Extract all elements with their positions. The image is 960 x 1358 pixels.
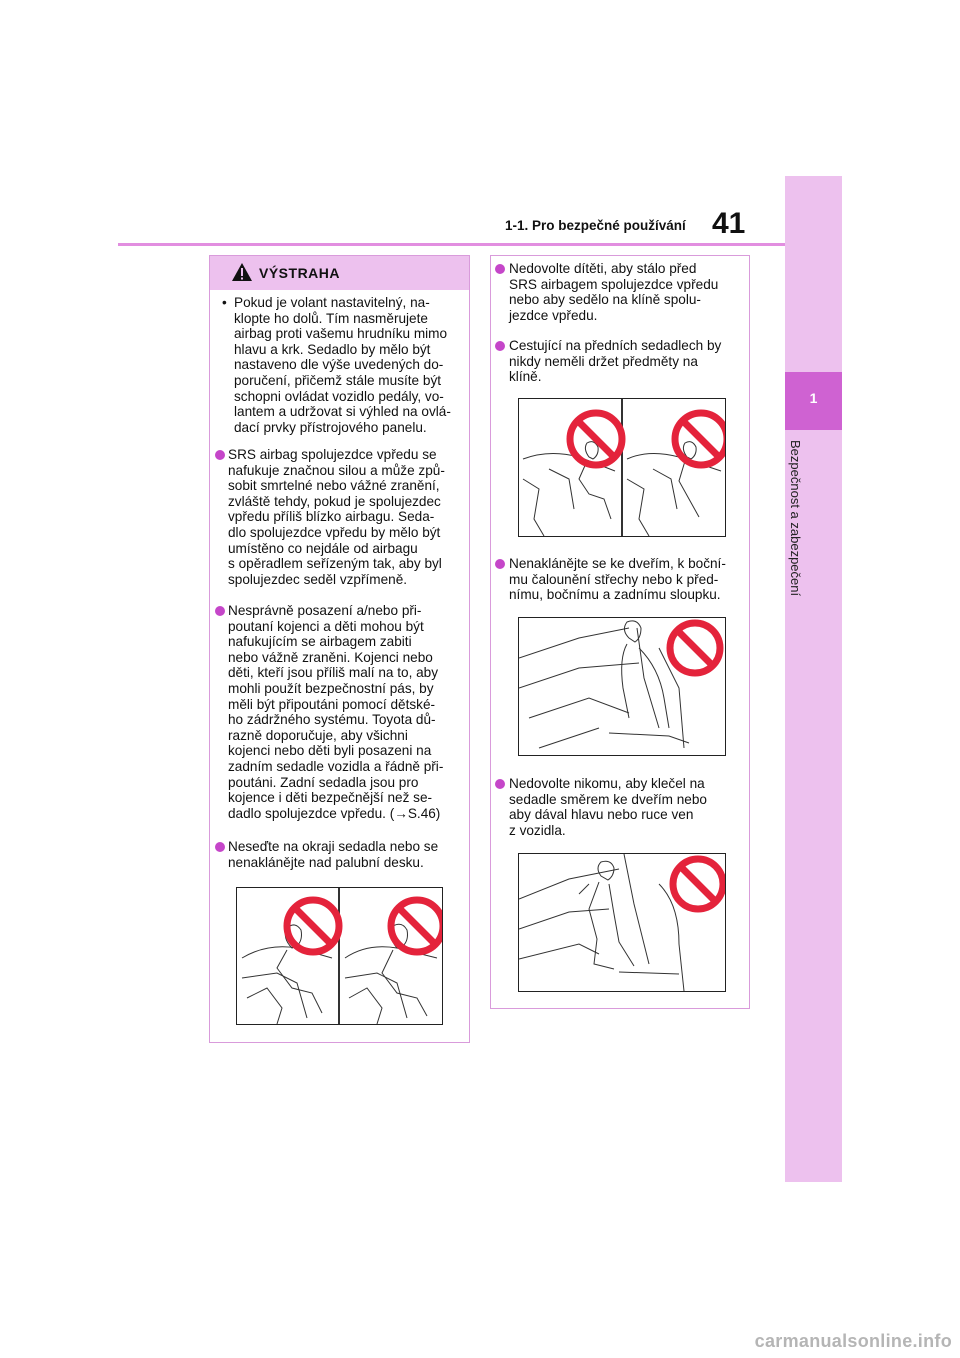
illustration-dashboard-lean [236, 887, 443, 1025]
prohibition-sign-icon [391, 900, 442, 952]
illustration-drawing [519, 854, 725, 991]
illustration-kneeling-seat [518, 853, 726, 992]
prohibition-sign-icon [673, 859, 723, 909]
warning-triangle-icon [231, 262, 253, 282]
bullet-dot [495, 264, 505, 274]
right-item-3: Nenaklánějte se ke dveřím, k boční- mu čalounění střechy nebo k před- nímu, bočnímu a zadnímu sloupku. [509, 556, 726, 603]
warning-item-2: Nesprávně posazení a/nebo při- poutaní kojenci a děti mohou být nafukujícím se airbagem zabiti nebo vážně zraněni. Kojenci nebo děti, kteří jsou příliš malí na to, aby mohli použít bezpečnostní pás, by měli být připoutáni pomocí dětské- ho zádržného systému. Toyota dů- razně doporučuje, aby všichni kojenci nebo děti byli posazeni na zadním sedadle vozidla a řádně při- poutáni. Zadní sedadla jsou pro kojence i děti bezpečnější než se- dadlo spolujezdce vpředu. (→S.46) [228, 603, 444, 821]
intro-bullet: • [222, 295, 227, 310]
illustration-drawing [237, 888, 442, 1024]
warning-title: VÝSTRAHA [259, 265, 341, 281]
right-column-box [490, 255, 750, 1009]
prohibition-sign-icon [287, 900, 339, 952]
bullet-dot [495, 559, 505, 569]
warning-item-1: SRS airbag spolujezdce vpředu se nafukuje značnou silou a může způ- sobit smrtelné nebo vážné zranění, zvláště tehdy, pokud je spolujezdec vpředu příliš blízko airbagu. Seda- dlo spolujezdce vpředu by mělo být umístěno co nejdále od airbagu s opěradlem seřízeným tak, aby byl spolujezdec seděl vzpřímeně. [228, 447, 445, 587]
bullet-dot [215, 842, 225, 852]
page-number: 41 [712, 207, 746, 240]
illustration-child-airbag [518, 398, 726, 537]
side-tab [785, 176, 842, 1182]
prohibition-sign-icon [570, 413, 622, 465]
chapter-number: 1 [809, 390, 818, 406]
right-item-2: Cestující na předních sedadlech by nikdy neměli držet předměty na klíně. [509, 338, 722, 385]
right-item-4: Nedovolte nikomu, aby klečel na sedadle směrem ke dveřím nebo aby dával hlavu nebo ruce ven z vozidla. [509, 776, 707, 838]
right-item-1: Nedovolte dítěti, aby stálo před SRS airbagem spolujezdce vpředu nebo aby sedělo na klíně spolu- jezdce vpředu. [509, 261, 719, 323]
illustration-leaning-door [518, 617, 726, 756]
bullet-dot [215, 450, 225, 460]
header-rule [118, 243, 785, 246]
watermark: carmanualsonline.info [754, 1331, 952, 1351]
chapter-label-wrap [783, 440, 803, 630]
section-title: 1-1. Pro bezpečné používání [505, 218, 686, 233]
bullet-dot [495, 779, 505, 789]
bullet-dot [215, 606, 225, 616]
warning-intro-text: Pokud je volant nastavitelný, na- klopte ho dolů. Tím nasměrujete airbag proti vašemu hrudníku mimo hlavu a krk. Sedadlo by mělo být nastaveno dle výše uvedených do- poručení, přičemž stále musíte být schopni ovládat vozidlo pedály, vo- lantem a udržovat si výhled na ovlá- dací prvky přístrojového panelu. [234, 295, 451, 435]
prohibition-sign-icon [675, 413, 725, 465]
bullet-dot [495, 341, 505, 351]
chapter-label: Bezpečnost a zabezpečení [788, 440, 803, 597]
warning-box [209, 255, 470, 1043]
warning-header [210, 256, 469, 290]
illustration-drawing [519, 618, 725, 755]
illustration-drawing [519, 399, 725, 536]
prohibition-sign-icon [670, 623, 720, 673]
warning-item-3: Neseďte na okraji sedadla nebo se nenaklánějte nad palubní desku. [228, 839, 439, 870]
